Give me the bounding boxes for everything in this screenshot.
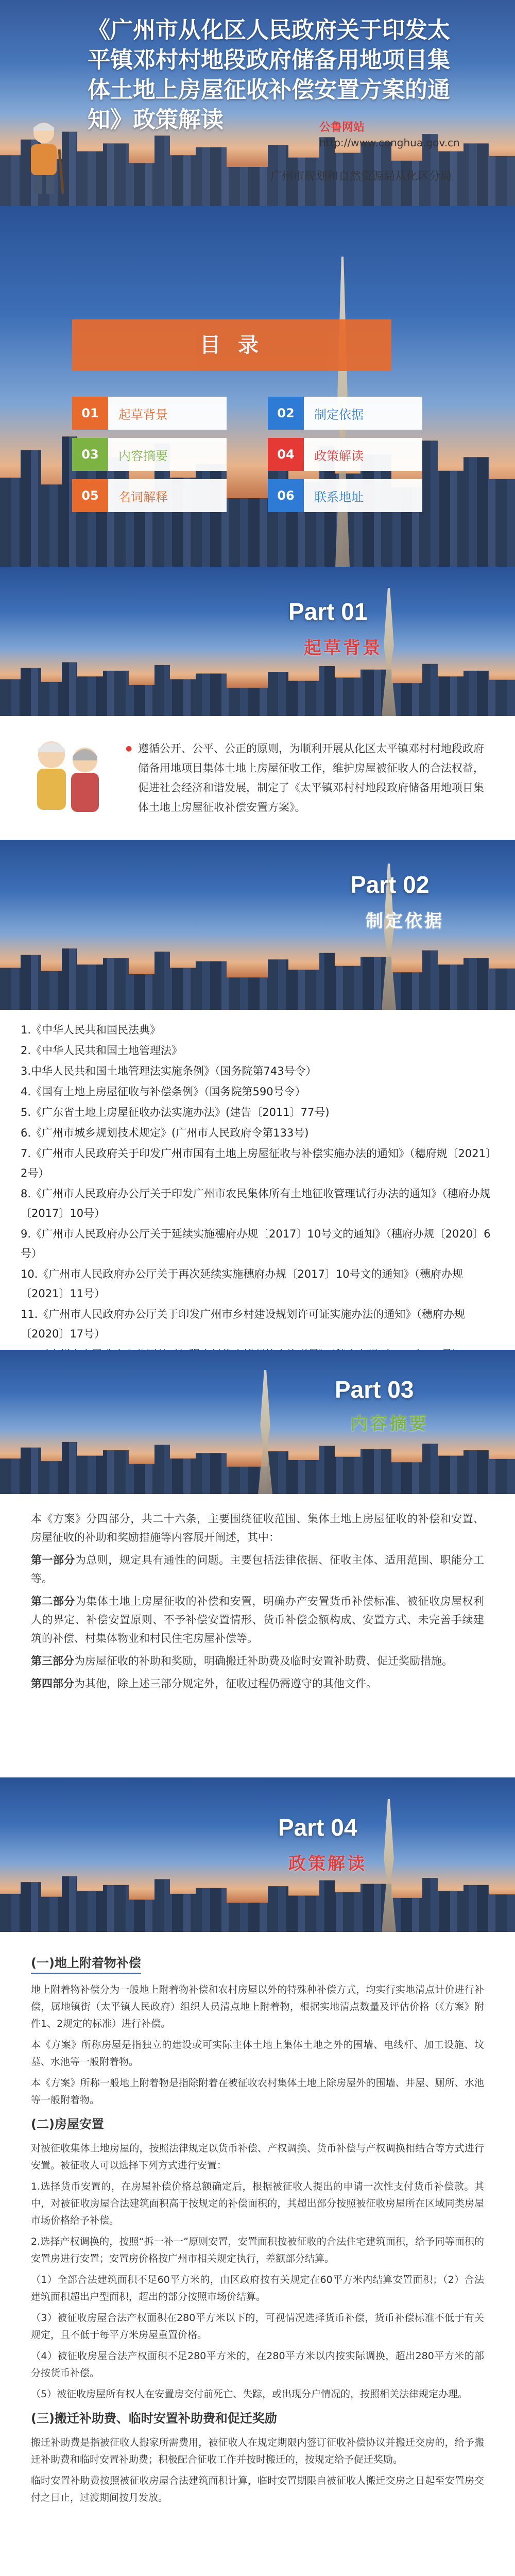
toc-item-number: 05 xyxy=(72,479,108,512)
paragraph: 本《方案》所称一般地上附着物是指除附着在被征收农村集体土地上除房屋外的围墙、井屋、厕所、水池等一般附着物。 xyxy=(31,2077,484,2106)
elder-man-illustration xyxy=(21,118,67,196)
logo-block xyxy=(319,118,460,149)
toc-item-number: 04 xyxy=(268,438,304,471)
section-heading-text: (一)地上附着物补偿 xyxy=(31,1955,141,1974)
part01-banner xyxy=(0,567,515,716)
paragraph: 本《方案》所称房屋是指独立的建设或可实际主体土地上集体土地之外的围墙、电线杆、加工设施、坟墓、水池等一般附着物。 xyxy=(31,2039,484,2067)
summary-item-head: 第一部分 xyxy=(31,1554,75,1566)
part03-label: Part 03 xyxy=(335,1376,414,1403)
toc-item-label: 联系地址 xyxy=(304,479,422,512)
toc-item[interactable] xyxy=(72,397,227,430)
summary-item-head: 第三部分 xyxy=(31,1655,74,1667)
toc-item-label: 制定依据 xyxy=(304,397,422,430)
part02-banner xyxy=(0,840,515,1010)
toc-section xyxy=(0,206,515,567)
paragraph: 1.选择货币安置的，在房屋补偿价格总额确定后，根据被征收人提出的申请一次性支付货币补偿款。其中，对被征收房屋合法建筑面积高于按规定的补偿面积的，其超出部分按照被征收房屋所在区域同类房屋市场价格给予补偿。 xyxy=(31,2181,484,2226)
header xyxy=(0,0,515,206)
elderly-couple-illustration xyxy=(21,732,113,824)
summary-item-head: 第二部分 xyxy=(31,1595,75,1607)
basis-item: 6.《广州市城乡规划技术规定》(广州市人民政府令第133号) xyxy=(21,1127,309,1139)
basis-item: 4.《国有土地上房屋征收与补偿条例》（国务院第590号令） xyxy=(21,1086,306,1098)
part03-subtitle: 内容摘要 xyxy=(350,1414,428,1433)
toc-item-number: 02 xyxy=(268,397,304,430)
summary-item xyxy=(31,1652,484,1670)
section-heading: (二)房屋安置 xyxy=(31,2117,104,2131)
toc-item[interactable] xyxy=(268,438,422,471)
basis-item: 5.《广东省土地上房屋征收办法实施办法》(建告〔2011〕77号) xyxy=(21,1106,330,1118)
section-heading: (三)搬迁补助费、临时安置补助费和促迁奖励 xyxy=(31,2411,277,2426)
summary-item xyxy=(31,1674,484,1693)
toc-item-number: 01 xyxy=(72,397,108,430)
toc-item-label: 内容摘要 xyxy=(108,438,227,471)
basis-item: 1.《中华人民共和国民法典》 xyxy=(21,1024,161,1036)
background-list xyxy=(126,739,494,817)
logo-url-link[interactable]: http://www.conghua.gov.cn xyxy=(319,137,460,149)
toc-item-label: 政策解读 xyxy=(304,438,422,471)
paragraph: 2.选择产权调换的，按照“拆一补一”原则安置，安置面积按被征收的合法住宅建筑面积，给予同等面积的安置房进行安置；安置房价格按广州市相关规定执行，差额部分结算。 xyxy=(31,2236,484,2264)
paragraph: 临时安置补助费按照被征收房屋合法建筑面积计算，临时安置期限自被征收人搬迁交房之日起至安置房交付之日止，过渡期间按月发放。 xyxy=(31,2475,484,2503)
basis-item: 7.《广州市人民政府关于印发广州市国有土地上房屋征收与补偿实施办法的通知》（穗府规〔2021〕2号） xyxy=(21,1147,491,1179)
basis-item: 2.《中华人民共和国土地管理法》 xyxy=(21,1044,183,1057)
toc-item[interactable] xyxy=(72,438,227,471)
part03-content xyxy=(0,1494,515,1777)
summary-intro: 本《方案》分四部分，共二十六条，主要围绕征收范围、集体土地上房屋征收的补偿和安置、房屋征收的补助和奖励措施等内容展开阐述，其中： xyxy=(31,1513,484,1544)
part03-banner xyxy=(0,1350,515,1494)
summary-item-head: 第四部分 xyxy=(31,1677,74,1690)
issuer: 广州市规划和自然资源局从化区分局 xyxy=(270,170,452,183)
part01-subtitle: 起草背景 xyxy=(304,638,382,658)
paragraph: （4）被征收房屋合法产权面积不足280平方米的，在280平方米以内按实际调换，超出280平方米的部分按货币补偿。 xyxy=(31,2350,484,2379)
section-heading xyxy=(31,1955,484,1974)
toc-item[interactable] xyxy=(72,479,227,512)
paragraph: 地上附着物补偿分为一般地上附着物补偿和农村房屋以外的特殊种补偿方式，均实行实地清点计价进行补偿，属地镇街（太平镇人民政府）组织人员清点地上附着物，根据实地清点数量及评估价格（《方案》附件1、2规定的标准）进行补偿。 xyxy=(31,1984,484,2029)
basis-item: 8.《广州市人民政府办公厅关于印发广州市农民集体所有土地征收管理试行办法的通知》（穗府办规〔2017〕10号） xyxy=(21,1188,491,1219)
basis-item: 10.《广州市人民政府办公厅关于再次延续实施穗府办规〔2017〕10号文的通知》（穗府办规〔2021〕11号） xyxy=(21,1268,464,1300)
part02-label: Part 02 xyxy=(350,871,430,898)
page-title: 《广州市从化区人民政府关于印发太平镇邓村村地段政府储备用地项目集体土地上房屋征收补偿安置方案的通知》政策解读 xyxy=(88,17,450,133)
part01-content xyxy=(0,716,515,840)
paragraph: （1）全部合法建筑面积不足60平方米的，由区政府按有关规定在60平方米内结算安置面积；（2）合法建筑面积超出户型面积，超出的部分按照市场价结算。 xyxy=(31,2274,484,2302)
logo-name: 公鲁网站 xyxy=(319,121,365,134)
basis-list xyxy=(0,1010,515,1350)
skyline-image xyxy=(0,1439,515,1494)
basis-item: 11.《广州市人民政府办公厅关于印发广州市乡村建设规划许可证实施办法的通知》（穗府办规〔2020〕17号） xyxy=(21,1308,465,1340)
skyline-image xyxy=(0,659,515,716)
toc-item[interactable] xyxy=(268,479,422,512)
toc-title: 目 录 xyxy=(72,319,391,371)
summary-item-text: 为集体土地上房屋征收的补偿和安置，明确办产安置货币补偿标准、被征收房屋权利人的界定、补偿安置原则、不予补偿安置情形、货币补偿金额构成、安置方式、未完善手续建筑的补偿、村集体物业和村民住宅房屋补偿等。 xyxy=(31,1595,485,1645)
paragraph: 对被征收集体土地房屋的，按照法律规定以货币补偿、产权调换、货币补偿与产权调换相结合等方式进行安置。被征收人可以选择下列方式进行安置： xyxy=(31,2143,484,2171)
paragraph: （5）被征收房屋所有权人在安置房交付前死亡、失踪，或出现分户情况的，按照相关法律规定办理。 xyxy=(31,2388,468,2400)
toc-item-label: 起草背景 xyxy=(108,397,227,430)
part04-banner xyxy=(0,1777,515,1932)
basis-item: 3.中华人民共和国土地管理法实施条例》（国务院第743号令） xyxy=(21,1065,317,1077)
part02-subtitle: 制定依据 xyxy=(366,911,444,931)
part04-label: Part 04 xyxy=(278,1814,357,1841)
background-text: ● 遵循公开、公平、公正的原则，为顺利开展从化区太平镇邓村村地段政府储备用地项目集体土地上房屋征收工作，维护房屋被征收人的合法权益，促进社会经济和谐发展，制定了《太平镇邓村村地段政府储备用地项目集体土地上房屋征收补偿安置方案》。 xyxy=(126,739,494,817)
summary-item-text: 为房屋征收的补助和奖励，明确搬迁补助费及临时安置补助费、促迁奖励措施。 xyxy=(74,1655,453,1667)
toc-item-number: 03 xyxy=(72,438,108,471)
summary-item xyxy=(31,1592,484,1648)
basis-item: 9.《广州市人民政府办公厅关于延续实施穗府办规〔2017〕10号文的通知》（穗府办规〔2020〕6号） xyxy=(21,1228,491,1260)
skyline-image xyxy=(0,945,515,1010)
skyline-image xyxy=(0,1873,515,1932)
summary-item xyxy=(31,1551,484,1588)
toc-item-number: 06 xyxy=(268,479,304,512)
paragraph: （3）被征收房屋合法产权面积在280平方米以下的，可视情况选择货币补偿，货币补偿标准不低于有关规定，且不低于每平方米房屋重置价格。 xyxy=(31,2312,484,2341)
summary-item-text: 为总则，规定具有通性的问题。主要包括法律依据、征收主体、适用范围、职能分工等。 xyxy=(31,1554,485,1585)
paragraph: 搬迁补助费是指被征收人搬家所需费用，被征收人在规定期限内签订征收补偿协议并搬迁交房的，给予搬迁补助费和临时安置补助费；积极配合征收工作并按时搬迁的，按规定给予促迁奖励。 xyxy=(31,2437,484,2465)
summary-item-text: 为其他，除上述三部分规定外，征收过程仍需遵守的其他文件。 xyxy=(74,1677,377,1690)
toc-item-label: 名词解释 xyxy=(108,479,227,512)
part04-content xyxy=(0,1932,515,2576)
toc-item[interactable] xyxy=(268,397,422,430)
part04-subtitle: 政策解读 xyxy=(288,1854,367,1874)
part01-label: Part 01 xyxy=(288,598,368,625)
